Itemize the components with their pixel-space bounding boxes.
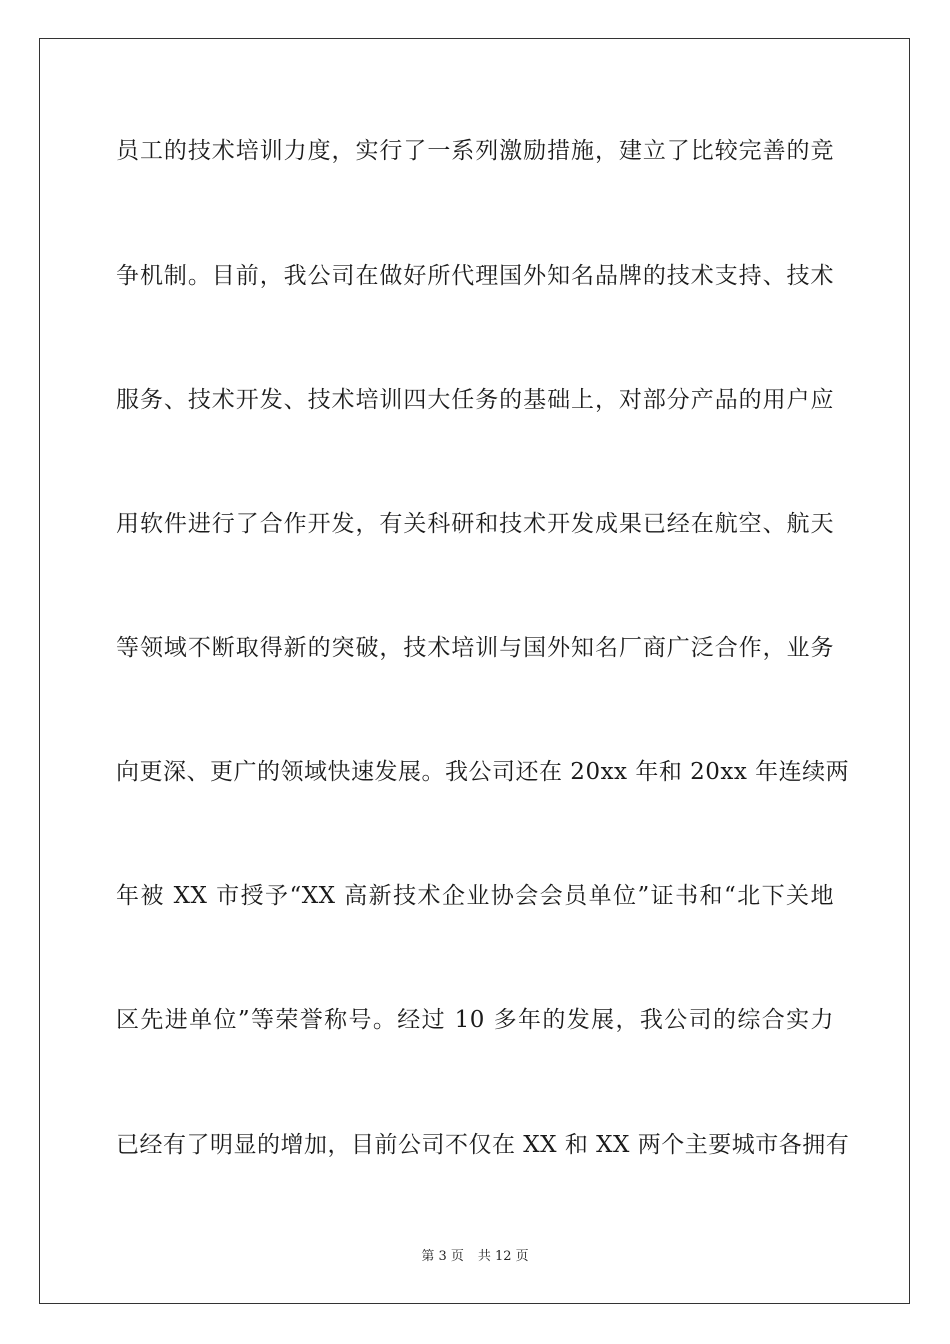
body-text-line: 争机制。目前，我公司在做好所代理国外知名品牌的技术支持、技术 — [116, 263, 834, 289]
body-text-line: 员工的技术培训力度，实行了一系列激励措施，建立了比较完善的竞 — [116, 138, 834, 164]
page-number-current: 第 3 页 — [421, 1249, 464, 1264]
body-text-line: 向更深、更广的领域快速发展。我公司还在 20xx 年和 20xx 年连续两 — [116, 759, 850, 785]
body-text-line: 用软件进行了合作开发，有关科研和技术开发成果已经在航空、航天 — [116, 511, 834, 537]
page-number-total: 共 12 页 — [477, 1249, 529, 1264]
page-footer — [0, 1248, 950, 1266]
body-text-line: 区先进单位”等荣誉称号。经过 10 多年的发展，我公司的综合实力 — [116, 1007, 834, 1033]
body-text-line: 服务、技术开发、技术培训四大任务的基础上，对部分产品的用户应 — [116, 387, 834, 413]
body-text-line: 已经有了明显的增加，目前公司不仅在 XX 和 XX 两个主要城市各拥有 — [116, 1132, 850, 1158]
body-text-line: 等领域不断取得新的突破，技术培训与国外知名厂商广泛合作，业务 — [116, 635, 834, 661]
body-text-line: 年被 XX 市授予“XX 高新技术企业协会会员单位”证书和“北下关地 — [116, 883, 834, 909]
page-border — [39, 38, 910, 1304]
